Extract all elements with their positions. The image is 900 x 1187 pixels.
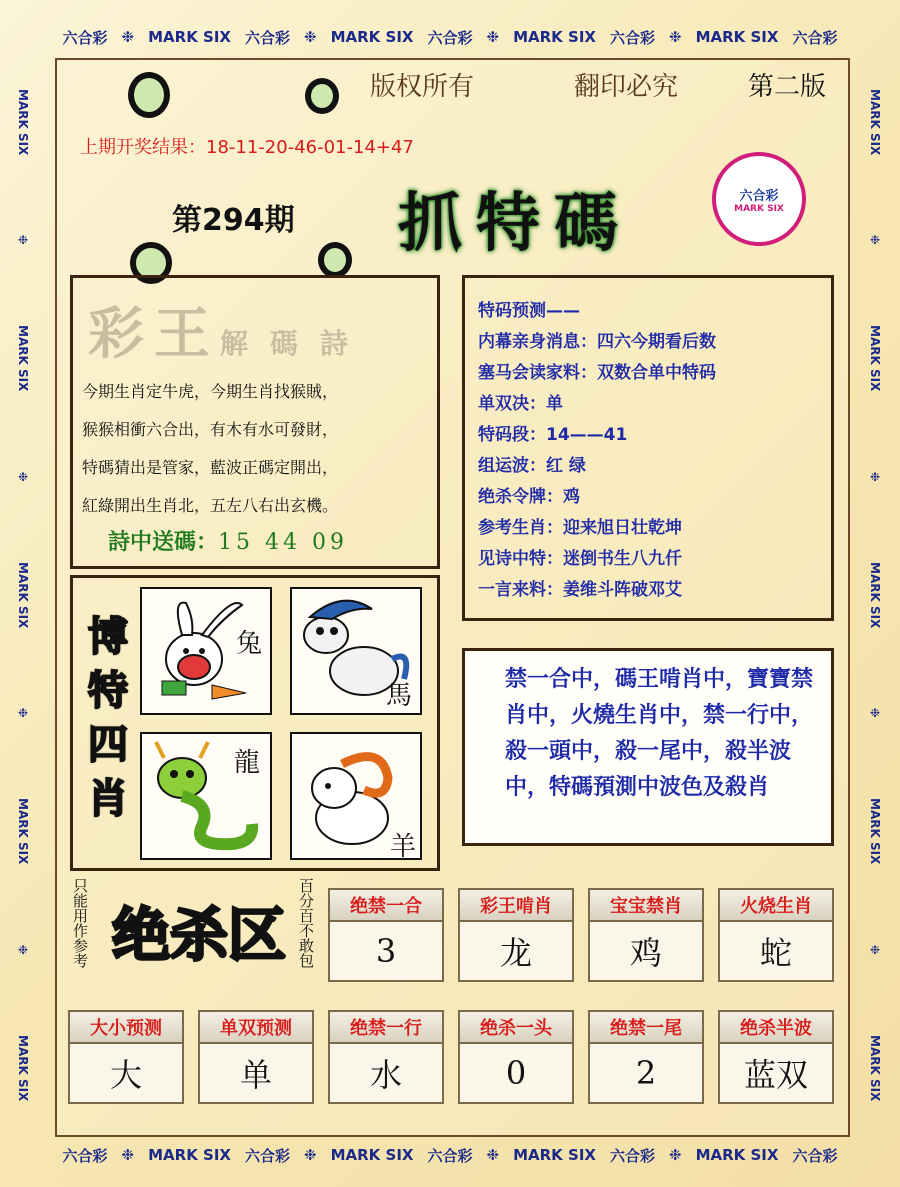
border-text: MARK SIX	[868, 325, 882, 392]
kill-cell	[68, 1010, 184, 1104]
border-text: 六合彩	[792, 28, 838, 47]
flower-icon: ❉	[869, 233, 881, 248]
kill-cell-value: 蛇	[718, 922, 834, 982]
four-animals-title: 博特四肖	[88, 614, 128, 822]
border-text: MARK SIX	[695, 28, 779, 46]
kill-cell-label: 绝杀半波	[718, 1010, 834, 1044]
kill-cell-label: 彩王啃肖	[458, 888, 574, 922]
flower-icon: ❉	[17, 469, 29, 484]
issue-number: 第294期	[172, 203, 295, 238]
kill-cell-value: 蓝双	[718, 1044, 834, 1104]
kill-cell-value: 水	[328, 1044, 444, 1104]
reference-note: 只能用作参考	[71, 878, 89, 968]
decorative-shape	[305, 78, 339, 114]
flower-icon: ❉	[17, 706, 29, 721]
prediction-line: 特码段：14——41	[478, 425, 628, 445]
poem-title	[88, 290, 370, 370]
border-text: 六合彩	[427, 28, 473, 47]
logo-text: 六合彩	[739, 188, 779, 204]
copyright-text: 版权所有	[370, 72, 475, 102]
kill-cell-label: 绝禁一行	[328, 1010, 444, 1044]
poem-code	[108, 525, 348, 556]
border-top	[0, 24, 900, 50]
logo-subtext: MARK SIX	[734, 203, 784, 214]
flower-icon: ❉	[668, 28, 682, 46]
poem-line: 猴猴相衝六合出，有木有水可發財，	[82, 420, 339, 439]
border-text: MARK SIX	[330, 1146, 414, 1164]
kill-cell	[588, 888, 704, 982]
animal-name: 龍	[234, 748, 261, 778]
kill-cell-label: 火烧生肖	[718, 888, 834, 922]
edition-text: 第二版	[748, 72, 827, 102]
last-result: 上期开奖结果：18-11-20-46-01-14+47	[80, 137, 414, 158]
kill-cell-value: 0	[458, 1044, 574, 1104]
border-left	[10, 50, 36, 1140]
prediction-line: 见诗中特：迷倒书生八九仟	[478, 549, 682, 569]
noreprint-text: 翻印必究	[574, 72, 679, 102]
kill-cell-value: 龙	[458, 922, 574, 982]
prediction-line: 绝杀令牌：鸡	[478, 487, 580, 507]
kill-cell-label: 绝禁一尾	[588, 1010, 704, 1044]
border-text: MARK SIX	[148, 1146, 231, 1164]
border-text: 六合彩	[427, 1146, 473, 1165]
flower-icon: ❉	[304, 28, 317, 46]
animal-card-rabbit	[140, 587, 272, 715]
poem-title-sub: 解碼詩	[220, 327, 371, 360]
border-text: 六合彩	[792, 1146, 838, 1165]
kill-cell-label: 绝禁一合	[328, 888, 444, 922]
kill-cell	[458, 1010, 574, 1104]
prediction-line: 内幕亲身消息：四六今期看后数	[478, 332, 716, 352]
border-text: MARK SIX	[16, 561, 30, 629]
kill-cell-label: 绝杀一头	[458, 1010, 574, 1044]
kill-cell-value: 单	[198, 1044, 314, 1104]
kill-cell	[458, 888, 574, 982]
kill-zone-title: 绝杀区	[112, 901, 287, 969]
animal-card-horse	[290, 587, 422, 715]
kill-cell	[328, 888, 444, 982]
kill-cell-label: 单双预测	[198, 1010, 314, 1044]
border-text: 六合彩	[609, 28, 655, 47]
kill-cell	[718, 888, 834, 982]
border-text: MARK SIX	[16, 325, 30, 392]
prediction-line: 参考生肖：迎来旭日壮乾坤	[478, 518, 682, 538]
kill-cell	[588, 1010, 704, 1104]
flower-icon: ❉	[486, 1146, 500, 1164]
poem-lines	[82, 373, 432, 525]
kill-cell	[328, 1010, 444, 1104]
kill-cell-label: 大小预测	[68, 1010, 184, 1044]
poem-line: 紅綠開出生肖北，五左八右出玄機。	[82, 496, 339, 515]
animal-name: 羊	[390, 832, 417, 862]
flower-icon: ❉	[869, 469, 881, 484]
decorative-shape	[318, 242, 352, 278]
border-text: MARK SIX	[16, 798, 30, 865]
decorative-shape	[128, 72, 170, 118]
animal-name: 馬	[386, 681, 413, 711]
kill-cell	[198, 1010, 314, 1104]
flower-icon: ❉	[121, 28, 135, 46]
border-bottom	[0, 1142, 900, 1168]
poem-code-value: 15 44 09	[218, 530, 348, 555]
kill-cell-value: 3	[328, 922, 444, 982]
kill-cell-value: 鸡	[588, 922, 704, 982]
border-text: MARK SIX	[16, 89, 30, 156]
flower-icon: ❉	[486, 28, 500, 46]
prediction-line: 特码预测——	[478, 301, 580, 321]
border-text: 六合彩	[245, 28, 291, 47]
border-text: MARK SIX	[868, 561, 882, 629]
flower-icon: ❉	[17, 942, 29, 957]
kill-cell-label: 宝宝禁肖	[588, 888, 704, 922]
border-text: MARK SIX	[513, 1146, 596, 1164]
animal-name: 兔	[236, 629, 263, 659]
poem-code-label: 詩中送碼：	[108, 529, 219, 555]
border-text: MARK SIX	[16, 1034, 30, 1101]
note-text: 禁一合中，碼王啃肖中，寶寶禁肖中，火燒生肖中，禁一行中，殺一頭中，殺一尾中，殺半波中，特碼預測中波色及殺肖	[505, 667, 814, 800]
border-text: MARK SIX	[695, 1146, 779, 1164]
disclaimer-note: 百分百不敢包	[297, 878, 315, 968]
animal-card-dragon	[140, 732, 272, 860]
flower-icon: ❉	[869, 942, 881, 957]
prediction-line: 一言来料：姜维斗阵破邓艾	[478, 580, 682, 600]
mark-six-logo	[712, 152, 806, 246]
flower-icon: ❉	[869, 706, 881, 721]
border-text: 六合彩	[62, 28, 108, 47]
flower-icon: ❉	[17, 233, 29, 248]
poem-title-main: 彩王	[88, 301, 220, 367]
border-text: MARK SIX	[868, 1034, 882, 1101]
border-text: MARK SIX	[868, 798, 882, 865]
poem-line: 今期生肖定牛虎，今期生肖找猴賊，	[82, 382, 339, 401]
prediction-line: 塞马会读家料：双数合单中特码	[478, 363, 716, 383]
border-right	[862, 50, 888, 1140]
kill-cell-value: 大	[68, 1044, 184, 1104]
animal-card-goat	[290, 732, 422, 860]
prediction-line: 单双决：单	[478, 394, 563, 414]
border-text: 六合彩	[609, 1146, 655, 1165]
prediction-lines	[478, 296, 716, 606]
border-text: MARK SIX	[148, 28, 231, 46]
kill-cell-value: 2	[588, 1044, 704, 1104]
flower-icon: ❉	[121, 1146, 135, 1164]
kill-cell	[718, 1010, 834, 1104]
flower-icon: ❉	[668, 1146, 682, 1164]
border-text: 六合彩	[62, 1146, 108, 1165]
poem-line: 特碼猜出是管家，藍波正碼定開出，	[82, 458, 339, 477]
border-text: MARK SIX	[868, 89, 882, 156]
border-text: MARK SIX	[513, 28, 596, 46]
border-text: 六合彩	[245, 1146, 291, 1165]
border-text: MARK SIX	[330, 28, 414, 46]
flower-icon: ❉	[304, 1146, 317, 1164]
prediction-line: 组运波：红 绿	[478, 456, 586, 476]
page-title: 抓特碼	[398, 187, 632, 261]
